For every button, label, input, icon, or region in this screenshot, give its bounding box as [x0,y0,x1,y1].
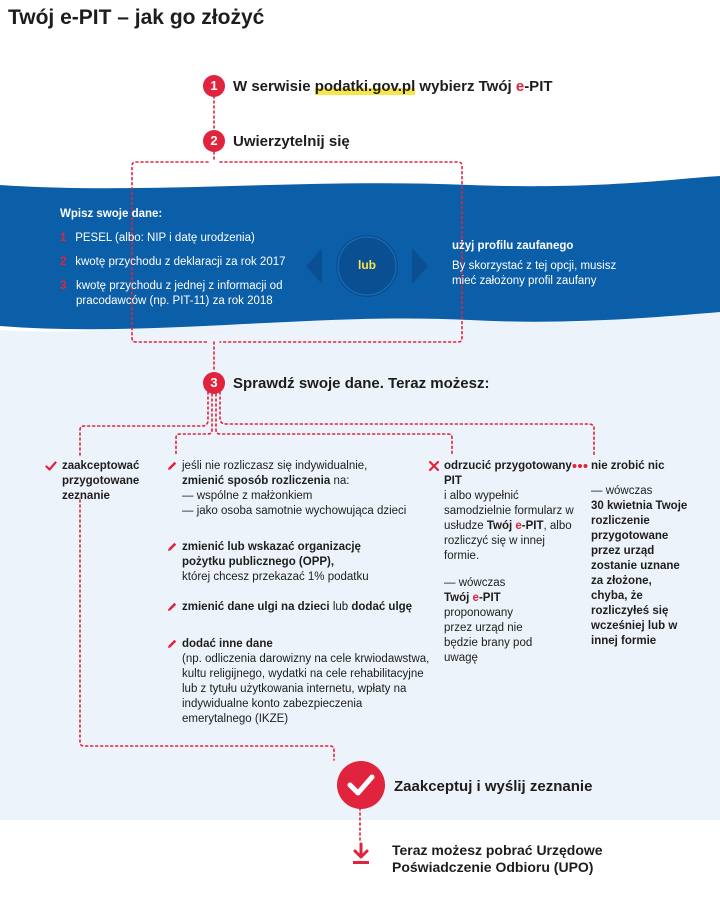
dots-icon [572,463,588,469]
step-2-text: Uwierzytelnij się [233,133,350,150]
auth-left-title: Wpisz swoje dane: [60,208,163,220]
auth-right-title: użyj profilu zaufanego [452,240,574,252]
accept-check-icon[interactable] [336,760,386,810]
download-icon[interactable] [350,842,372,866]
pencil-icon [166,638,178,650]
cross-icon [428,460,440,472]
col2-option-b: zmienić lub wskazać organizację pożytku publicznego (OPP), której chcesz przekazać 1% podatku [182,541,369,583]
brand-e: e [515,78,525,95]
step-1-suffix: wybierz Twój [415,78,516,95]
col2-option-c: zmienić dane ulgi na dzieci lub dodać ulgę [182,601,413,613]
col4-text: — wówczas 30 kwietnia Twoje rozliczenie przygotowane przez urząd zostanie uznane za złożone, chyba, że rozliczyłeś się wcześniej lub w innej formie [591,485,688,647]
pencil-icon [166,541,178,553]
auth-item-2: 2 kwotę przychodu z deklaracji za rok 2017 [60,256,286,268]
step-3-badge: 3 [203,372,225,394]
upo-text: Teraz możesz pobrać Urzędowe Poświadczenie Odbioru (UPO) [392,842,603,875]
auth-right-text: By skorzystać z tej opcji, musisz mieć założony profil zaufany [452,260,617,287]
auth-right-panel [452,239,642,289]
auth-item-3: 3 kwotę przychodu z jednej z informacji od pracodawców (np. PIT-11) za rok 2018 [60,280,283,307]
page-title: Twój e-PIT – jak go złożyć [8,6,265,29]
auth-item-1: 1 PESEL (albo: NIP i datę urodzenia) [60,232,255,244]
step-1-text [233,78,553,95]
pencil-icon [166,460,178,472]
pencil-icon [166,601,178,613]
col2-option-a: jeśli nie rozliczasz się indywidualnie, zmienić sposób rozliczenia na: — wspólne z małżonkiem — jako osoba samotnie wychowująca dzieci [182,460,407,517]
brand-rest: -PIT [524,78,553,95]
check-icon [45,460,57,472]
col4-title: nie zrobić nic [591,460,665,472]
accept-send-label[interactable]: Zaakceptuj i wyślij zeznanie [394,778,593,795]
col3-text: odrzucić przygotowany PIT i albo wypełnić samodzielnie formularz w usłudze Twój e-PIT, albo rozliczyć się w innej formie. — wówczas Twój e-PIT proponowany przez urząd nie będzie brany pod uwagę [444,460,574,664]
auth-left-panel [60,207,305,309]
or-label: lub [358,258,376,272]
col1-title: zaakceptować przygotowane zeznanie [62,460,140,502]
step-1-prefix: W serwisie [233,78,315,95]
step-1-badge: 1 [203,75,225,97]
step-2-badge: 2 [203,130,225,152]
podatki-link[interactable]: podatki.gov.pl [314,78,416,95]
col2-option-d: dodać inne dane (np. odliczenia darowizny na cele krwiodawstwa, kultu religijnego, wydatki na cele rehabilitacyjne lub z tytułu użytkowania internetu, wpłaty na indywidualne konto zabezpieczenia emerytalnego (IKZE) [182,638,430,725]
step-3-text: Sprawdź swoje dane. Teraz możesz: [233,375,490,392]
